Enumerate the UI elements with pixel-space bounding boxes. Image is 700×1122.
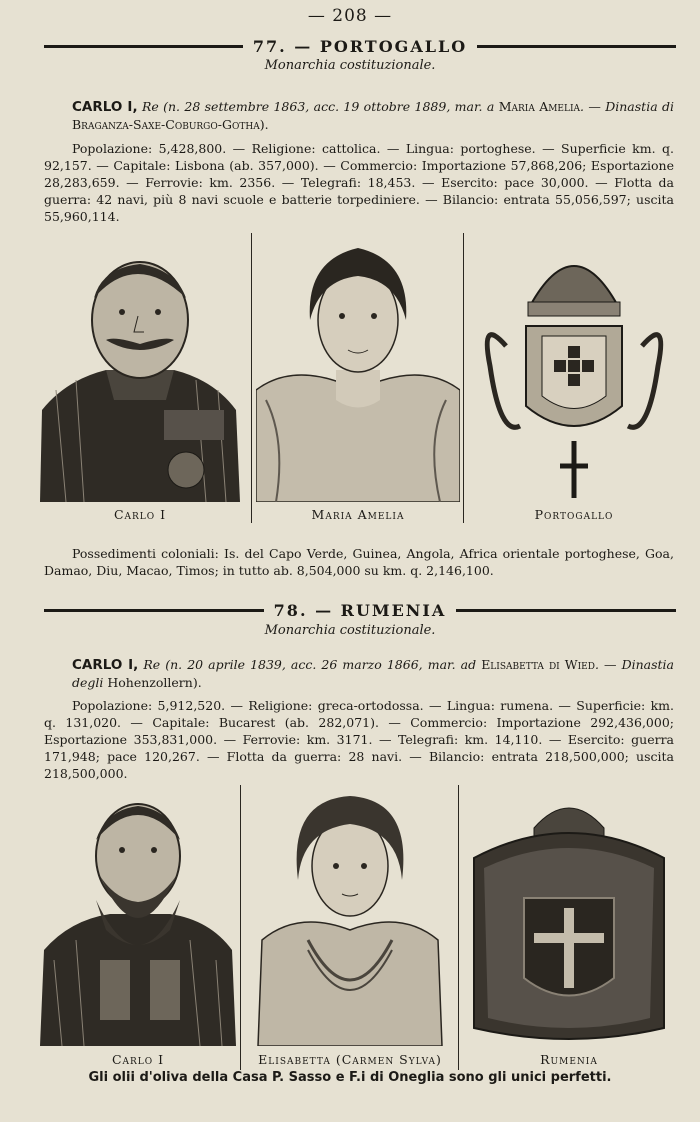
ruler-details: Re (n. 20 aprile 1839, acc. 26 marzo 1866, mar. ad bbox=[138, 657, 482, 672]
section-header-rumenia bbox=[44, 601, 676, 620]
ruler-dynasty: Hohenzollern bbox=[107, 675, 193, 690]
caption-rumenia: Rumenia bbox=[540, 1052, 598, 1067]
caption-carlo-i: Carlo I bbox=[113, 507, 167, 522]
section-title: 78. — RUMENIA bbox=[273, 601, 447, 620]
caption-maria-amelia: Maria Amelia bbox=[311, 507, 405, 522]
coat-of-arms-romania bbox=[464, 788, 674, 1048]
ruler-spouse: Maria Amelia bbox=[498, 99, 581, 114]
caption-portogallo: Portogallo bbox=[534, 507, 614, 522]
stats-paragraph: Popolazione: 5,428,800. — Religione: cattolica. — Lingua: portoghese. — Superficie km. q. 92,157. — Capitale: Lisbona (ab. 357,000). — Commercio: Importazione 57,868,206; Esportazione 28,283,659. — Ferrovie: km. 2356. — Telegrafi: 18,453. — Esercito: pace 30,000. — Flotta da guerra: 42 navi, più 8 navi scuole e batterie torpediniere. — Bilancio: entrata 55,056,597; uscita 55,960,114. bbox=[44, 141, 674, 224]
stats-paragraph: Popolazione: 5,912,520. — Religione: greca-ortodossa. — Lingua: rumena. — Superficie: km. q. 131,020. — Capitale: Bucarest (ab. 282,071). — Commercio: Importazione 292,436,000; Esportazione 353,831,000. — Ferrovie: km. 3171. — Telegrafi: km. 14,110. — Esercito: guerra 171,948; pace 120,267. — Flotta da guerra: 28 navi. — Bilancio: entrata 218,500,000; uscita 218,500,000. bbox=[44, 698, 674, 781]
column-divider bbox=[458, 785, 459, 1070]
ruler-spouse: Elisabetta di Wied bbox=[481, 657, 595, 672]
ruler-details: Re (n. 28 settembre 1863, acc. 19 ottobre 1889, mar. a bbox=[137, 99, 499, 114]
column-divider bbox=[240, 785, 241, 1070]
column-divider bbox=[251, 233, 252, 523]
column-divider bbox=[463, 233, 464, 523]
ruler-details-c: ). bbox=[259, 117, 269, 132]
section-title: 77. — PORTOGALLO bbox=[252, 37, 468, 56]
ruler-paragraph bbox=[72, 656, 674, 691]
ruler-details-c: ). bbox=[192, 675, 202, 690]
ruler-details-b: . — Dinastia di bbox=[580, 99, 675, 114]
portrait-elisabetta bbox=[248, 790, 452, 1046]
portrait-carlo-i-portugal bbox=[36, 240, 244, 502]
page-number: — 208 — bbox=[307, 6, 393, 26]
colonies-paragraph: Possedimenti coloniali: Is. del Capo Verde, Guinea, Angola, Africa orientale portoghese, Goa, Damao, Diu, Macao, Timos; in tutto ab. 8,504,000 su km. q. 2,146,100. bbox=[44, 546, 674, 578]
header-rule-right bbox=[456, 609, 676, 612]
portrait-carlo-i-romania bbox=[40, 790, 236, 1046]
caption-elisabetta: Elisabetta (Carmen Sylva) bbox=[258, 1052, 442, 1067]
ruler-dynasty: Braganza-Saxe-Coburgo-Gotha bbox=[72, 117, 260, 132]
footer-advertisement: Gli olii d'oliva della Casa P. Sasso e F.i di Oneglia sono gli unici perfetti. bbox=[88, 1070, 612, 1085]
header-rule-left bbox=[44, 609, 264, 612]
header-rule-right bbox=[477, 45, 676, 48]
header-rule-left bbox=[44, 45, 243, 48]
ruler-paragraph bbox=[72, 98, 674, 133]
portrait-maria-amelia bbox=[256, 240, 460, 502]
ruler-name: CARLO I, bbox=[72, 657, 139, 673]
caption-carlo-i: Carlo I bbox=[111, 1052, 165, 1067]
section-subtitle: Monarchia costituzionale. bbox=[264, 623, 436, 638]
ruler-details-b: . — Dinastia degli bbox=[72, 657, 674, 690]
section-subtitle: Monarchia costituzionale. bbox=[264, 58, 436, 73]
coat-of-arms-portugal bbox=[470, 236, 678, 504]
section-header-portogallo bbox=[44, 37, 676, 56]
ruler-name: CARLO I, bbox=[72, 99, 138, 115]
